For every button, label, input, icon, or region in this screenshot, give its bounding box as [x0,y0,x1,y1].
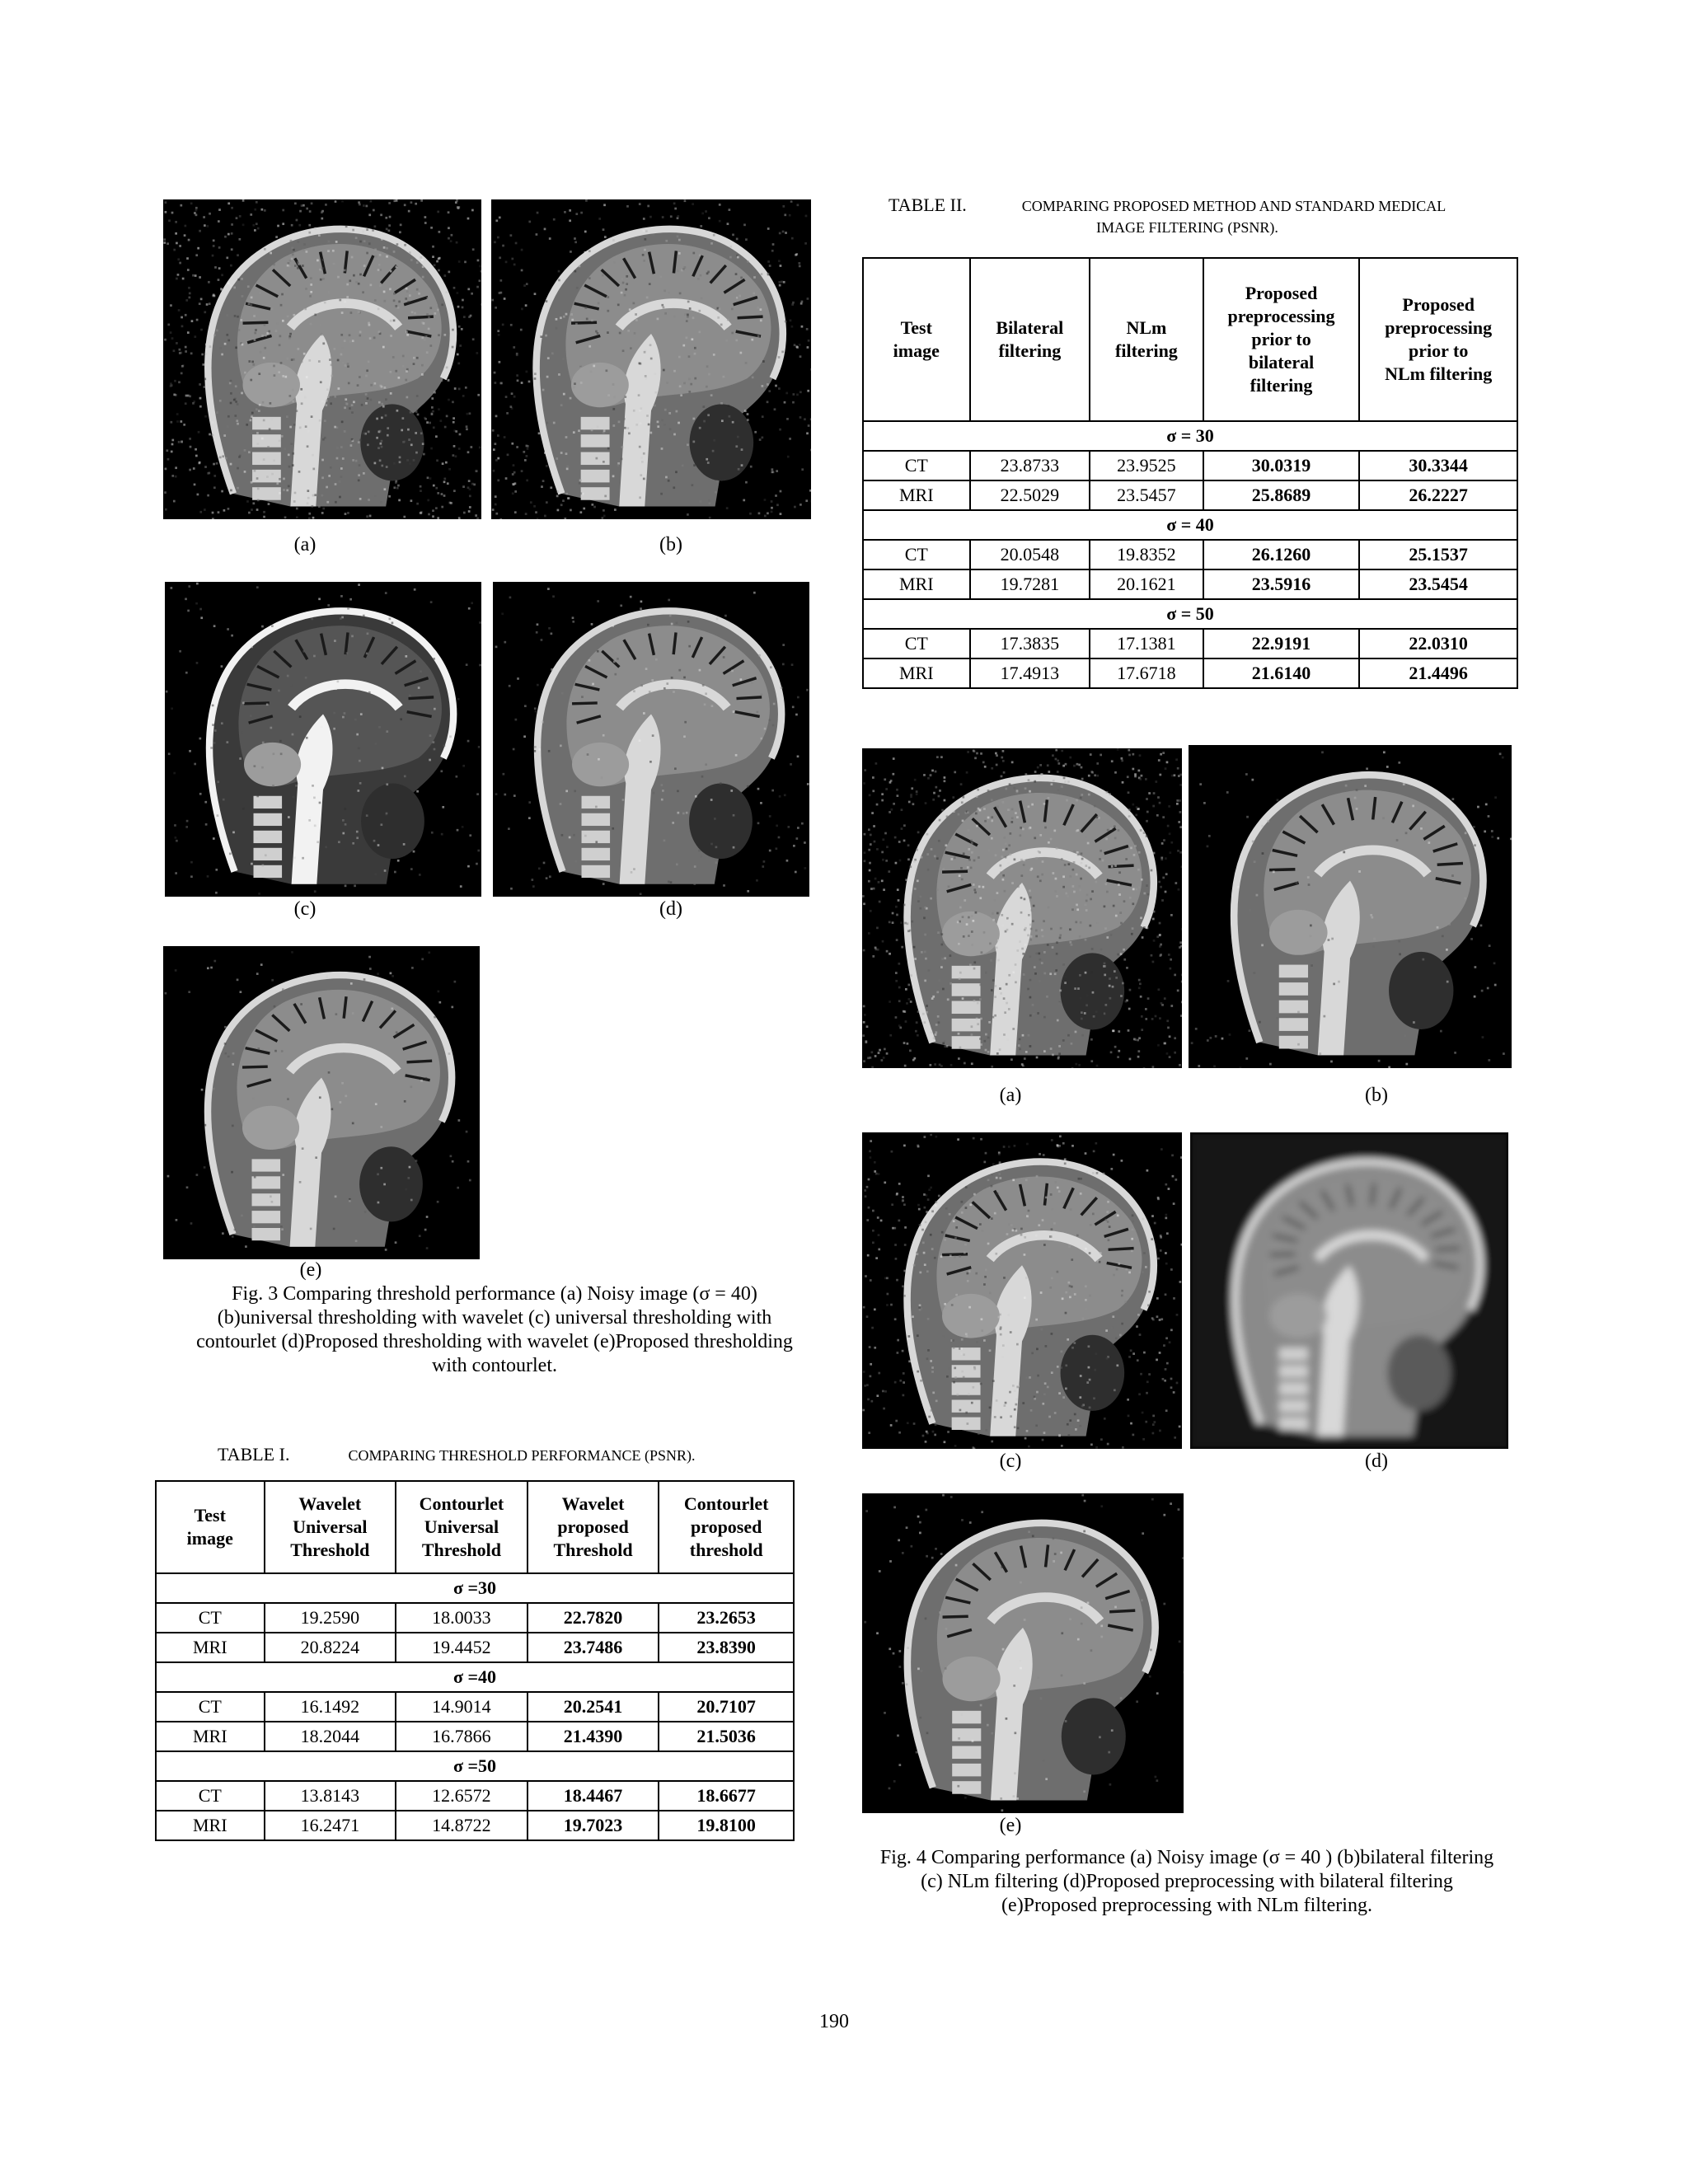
table1-row [156,1692,794,1722]
table1-header-cell [528,1481,659,1573]
table1-cell: 21.5036 [659,1722,794,1751]
table1-sigma-label: σ =50 [156,1751,794,1781]
fig3-caption-line: with contourlet. [432,1355,557,1376]
table1-cell: 13.8143 [265,1781,396,1811]
table1-sigma-row [156,1662,794,1692]
table1-row-label: MRI [156,1811,265,1840]
table1-header-text: Threshold [421,1540,502,1560]
table2-cell: 22.9191 [1203,629,1360,658]
table1-cell: 20.2541 [528,1692,659,1722]
table1-row-label: CT [156,1781,265,1811]
table1-header-text: Test [194,1505,226,1526]
table2-header-text: Test [900,317,932,338]
table2-cell: 17.1381 [1090,629,1203,658]
table1-header-text: Contourlet [419,1493,504,1514]
table2-cell: 21.6140 [1203,658,1360,688]
table2-row [863,451,1517,480]
table1-header-row [156,1481,794,1573]
table1-label: TABLE I. [218,1444,290,1465]
table2-cell: 17.3835 [970,629,1090,658]
table2-header-text: Proposed [1402,294,1475,315]
table2-title-line2: IMAGE FILTERING (PSNR). [1096,219,1278,236]
table1-cell: 18.4467 [528,1781,659,1811]
table2-header-cell [1090,258,1203,421]
table1-cell: 18.2044 [265,1722,396,1751]
table2-sigma-label: σ = 30 [863,421,1517,451]
table2-cell: 19.7281 [970,569,1090,599]
table2-cell: 22.0310 [1359,629,1517,658]
table1-row-label: CT [156,1692,265,1722]
fig3-label-a: (a) [293,534,316,555]
table1-cell: 19.7023 [528,1811,659,1840]
fig3-label-b: (b) [659,534,682,555]
fig4-label-c: (c) [999,1451,1022,1472]
table2-row-label: CT [863,629,970,658]
fig3-image-a [163,199,481,519]
table2-cell: 26.1260 [1203,540,1360,569]
table2-sigma-label: σ = 50 [863,599,1517,629]
table1-cell: 19.4452 [396,1633,528,1662]
table1-sigma-label: σ =30 [156,1573,794,1603]
table2-header-cell [1359,258,1517,421]
table2-row-label: CT [863,540,970,569]
table1-header-text: Universal [424,1516,499,1537]
table2-sigma-row [863,599,1517,629]
fig4-caption-line: Fig. 4 Comparing performance (a) Noisy image (σ = 40 ) (b)bilateral filtering [879,1847,1494,1868]
table1-header-text: proposed [690,1516,762,1537]
fig3-label-d: (d) [659,898,682,920]
fig4-image-c [862,1132,1182,1449]
table2-header-text: Proposed [1245,283,1318,303]
table2-header-text: preprocessing [1227,306,1335,326]
table2-sigma-row [863,421,1517,451]
table2-header-text: preprocessing [1385,317,1493,338]
table1-header-text: Threshold [553,1540,633,1560]
table1-row [156,1811,794,1840]
table1-cell: 16.7866 [396,1722,528,1751]
table2-row [863,480,1517,510]
table1-cell: 18.6677 [659,1781,794,1811]
table2-title-line1: COMPARING PROPOSED METHOD AND STANDARD MEDICAL [1021,198,1447,214]
fig4-label-b: (b) [1365,1085,1388,1106]
table2-header-text: filtering [998,340,1062,361]
table1-row-label: MRI [156,1633,265,1662]
table1-row [156,1603,794,1633]
table1-header-text: Threshold [290,1540,370,1560]
table1-header-cell [659,1481,794,1573]
table1-header-text: threshold [689,1540,763,1560]
fig4-image-d [1190,1132,1508,1449]
table1-sigma-label: σ =40 [156,1662,794,1692]
table2-cell: 23.8733 [970,451,1090,480]
table2-row-label: MRI [863,658,970,688]
table2-sigma-label: σ = 40 [863,510,1517,540]
fig4-image-a [862,748,1182,1068]
table2-header-text: prior to [1409,340,1469,361]
table2-row [863,658,1517,688]
table2-header-text: bilateral [1248,352,1315,373]
fig3-label-c: (c) [293,898,316,920]
fig4-image-e [862,1493,1184,1813]
table1-cell: 20.7107 [659,1692,794,1722]
fig4-caption-line: (e)Proposed preprocessing with NLm filtering. [1001,1895,1372,1916]
table1-cell: 14.8722 [396,1811,528,1840]
fig3-label-e: (e) [299,1259,322,1281]
table2-row [863,629,1517,658]
table1-sigma-row [156,1751,794,1781]
table1-row-label: MRI [156,1722,265,1751]
table1-title: COMPARING THRESHOLD PERFORMANCE (PSNR). [348,1447,696,1464]
table2-cell: 20.1621 [1090,569,1203,599]
table2-header-text: NLm [1126,317,1167,338]
table2-cell: 30.3344 [1359,451,1517,480]
table2-cell: 25.1537 [1359,540,1517,569]
table1-cell: 12.6572 [396,1781,528,1811]
table2-row [863,569,1517,599]
table1-cell: 23.8390 [659,1633,794,1662]
fig3-caption-line: contourlet (d)Proposed thresholding with wavelet (e)Proposed thresholding [196,1331,793,1352]
table2-row-label: CT [863,451,970,480]
fig3-caption-line: Fig. 3 Comparing threshold performance (a) Noisy image (σ = 40) [232,1283,757,1305]
table2-cell: 23.5916 [1203,569,1360,599]
table2-cell: 17.6718 [1090,658,1203,688]
table1-header-cell [265,1481,396,1573]
table1-sigma-row [156,1573,794,1603]
table2-header-row [863,258,1517,421]
table2-cell: 23.5454 [1359,569,1517,599]
table1-cell: 19.2590 [265,1603,396,1633]
page-number: 190 [819,2011,849,2032]
table1-cell: 21.4390 [528,1722,659,1751]
table1-row-label: CT [156,1603,265,1633]
table2-cell: 19.8352 [1090,540,1203,569]
table2-row-label: MRI [863,480,970,510]
table1-header-text: Contourlet [683,1493,769,1514]
table2-label: TABLE II. [889,194,967,215]
table1-header-text: image [186,1528,233,1549]
fig3-caption [165,1282,824,1378]
table2-cell: 20.0548 [970,540,1090,569]
table2-header-text: Bilateral [996,317,1064,338]
table1-header-cell [396,1481,528,1573]
table1-cell: 23.2653 [659,1603,794,1633]
table1-cell: 16.2471 [265,1811,396,1840]
fig3-image-c [165,582,481,897]
table2-header-text: filtering [1250,375,1313,396]
table2-sigma-row [863,510,1517,540]
table1-cell: 14.9014 [396,1692,528,1722]
fig4-caption-line: (c) NLm filtering (d)Proposed preprocessing with bilateral filtering [921,1871,1453,1892]
fig4-caption [857,1846,1517,1918]
table2-row-label: MRI [863,569,970,599]
fig3-image-b [491,199,811,519]
table1-cell: 18.0033 [396,1603,528,1633]
table1-row [156,1722,794,1751]
table1-cell: 23.7486 [528,1633,659,1662]
table1 [155,1480,795,1841]
table2-header-text: NLm filtering [1385,363,1493,384]
fig4-label-a: (a) [999,1085,1022,1106]
table2-header-text: filtering [1115,340,1178,361]
table1-header-text: Wavelet [298,1493,362,1514]
table1-cell: 20.8224 [265,1633,396,1662]
fig3-caption-line: (b)universal thresholding with wavelet (c) universal thresholding with [217,1307,772,1329]
table1-header-text: proposed [557,1516,629,1537]
table2-header-cell [863,258,970,421]
table1-header-cell [156,1481,265,1573]
table2-cell: 17.4913 [970,658,1090,688]
fig3-image-d [493,582,809,897]
table1-caption [218,1444,696,1465]
table2-cell: 23.9525 [1090,451,1203,480]
fig3-image-e [163,946,480,1259]
table2-cell: 21.4496 [1359,658,1517,688]
table2-header-cell [970,258,1090,421]
table2-header-text: image [893,340,940,361]
table1-row [156,1781,794,1811]
table2-cell: 26.2227 [1359,480,1517,510]
fig4-label-e: (e) [999,1815,1022,1836]
table2-row [863,540,1517,569]
table2-cell: 25.8689 [1203,480,1360,510]
table2-caption [889,194,1531,237]
table2-cell: 23.5457 [1090,480,1203,510]
table1-header-text: Wavelet [561,1493,625,1514]
table2-cell: 22.5029 [970,480,1090,510]
table2-cell: 30.0319 [1203,451,1360,480]
table1-cell: 16.1492 [265,1692,396,1722]
table1-header-text: Universal [293,1516,368,1537]
table2 [862,257,1518,689]
table1-row [156,1633,794,1662]
fig4-image-b [1189,745,1512,1068]
table1-cell: 22.7820 [528,1603,659,1633]
table1-cell: 19.8100 [659,1811,794,1840]
table2-header-text: prior to [1251,329,1311,349]
table2-header-cell [1203,258,1360,421]
fig4-label-d: (d) [1365,1451,1388,1472]
